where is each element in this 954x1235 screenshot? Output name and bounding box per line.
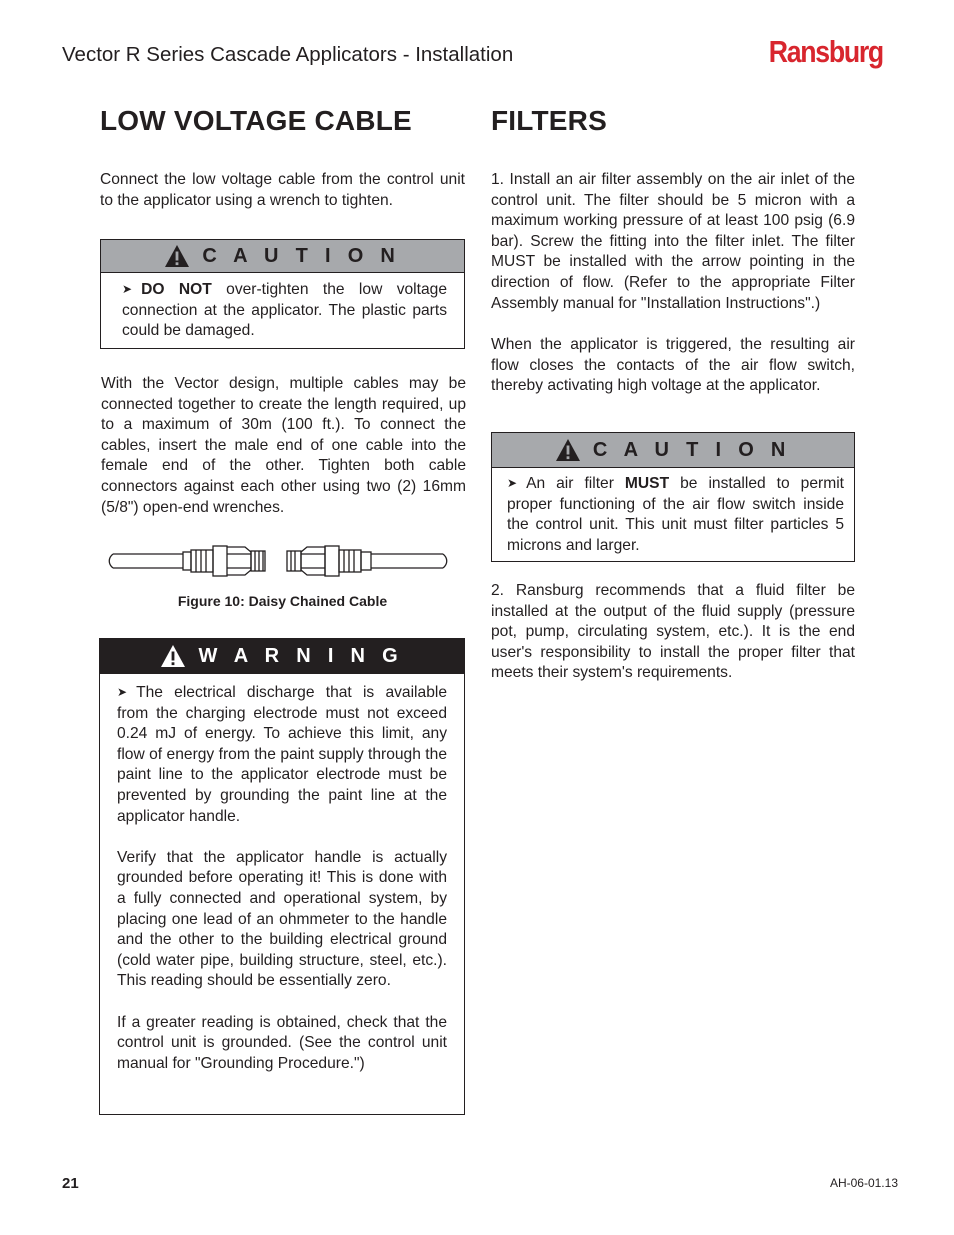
caution-message-start: An air filter (526, 475, 625, 492)
caution-text (507, 474, 844, 556)
caution-box-filters (491, 432, 855, 562)
filters-paragraph-1: 1. Install an air filter assembly on the air inlet of the control unit. The filter should be 5 micron with a maximum working pressure of at least 100 psig (6.9 bar). Screw the fitting into the filter inlet. The filter MUST be installed with the arrow pointing in the direction of flow. (Refer to the appropriate Filter Assembly manual for "Installation Instructions".) (491, 171, 855, 312)
header-title: Vector R Series Cascade Applicators - Installation (62, 43, 514, 66)
warning-triangle-icon (164, 244, 190, 268)
caution-emphasis: DO NOT (141, 281, 212, 298)
caution-message: be installed to permit proper functioning of the air flow switch inside the control unit. This unit must filter particles 5 microns and larger. (507, 475, 844, 554)
caution-body (492, 468, 854, 556)
warning-header (100, 639, 464, 674)
section-heading-low-voltage: LOW VOLTAGE CABLE (100, 105, 412, 136)
caution-box-low-voltage (100, 239, 465, 349)
section-heading-filters: FILTERS (491, 105, 607, 136)
warning-paragraph-2: Verify that the applicator handle is actually grounded before operating it! This is done with a fully connected and operational system, by placing one lead of an ohmmeter to the handle and the other to the building electrical ground (cold water pipe, building structure, steel, etc.). This reading should be essentially zero. (117, 848, 447, 990)
warning-triangle-icon (160, 644, 186, 668)
brand-logo: Ransburg (768, 34, 883, 69)
low-voltage-intro: Connect the low voltage cable from the control unit to the applicator using a wrench to tighten. (100, 171, 465, 209)
caution-text (122, 280, 447, 342)
warning-paragraph-1 (117, 683, 447, 827)
warning-box (99, 638, 465, 1115)
caution-header (492, 433, 854, 468)
warning-triangle-icon (555, 438, 581, 462)
caution-header (101, 240, 464, 273)
filters-paragraph-3: 2. Ransburg recommends that a fluid filter be installed at the output of the fluid supply (pressure pot, pump, circulating system, etc.). It is the end user's responsibility to install the proper filter that meets their system's requirements. (491, 582, 855, 682)
warning-paragraph-3: If a greater reading is obtained, check that the control unit is grounded. (See the control unit manual for "Grounding Procedure.") (117, 1013, 447, 1072)
chevron-right-icon: ➤ (507, 476, 518, 490)
figure-caption: Figure 10: Daisy Chained Cable (177, 593, 388, 609)
caution-label: C A U T I O N (202, 244, 401, 267)
low-voltage-body: With the Vector design, multiple cables may be connected together to create the length required, up to a maximum of 30m (100 ft.). To connect the cables, insert the male end of one cable into the female end of the other. Tighten both cable connectors against each other using two (2) 16mm (5/8") open-end wrenches. (101, 375, 466, 516)
caution-body (101, 273, 464, 342)
warning-text-1: The electrical discharge that is available from the charging electrode must not exceed 0.24 mJ of energy. To achieve this limit, any flow of energy from the paint supply through the paint line to the applicator electrode must be prevented by grounding the paint line at the applicator handle. (117, 684, 447, 825)
warning-label: W A R N I N G (198, 644, 404, 667)
warning-body (100, 674, 464, 1074)
filters-paragraph-2: When the applicator is triggered, the resulting air flow closes the contacts of the air flow switch, thereby activating high voltage at the applicator. (491, 336, 855, 395)
caution-label: C A U T I O N (592, 438, 792, 461)
page-number: 21 (62, 1175, 79, 1192)
chevron-right-icon: ➤ (117, 685, 128, 699)
caution-emphasis: MUST (624, 475, 670, 492)
chevron-right-icon: ➤ (122, 282, 133, 296)
daisy-chained-cable-figure (105, 540, 455, 580)
caution-message: over-tighten the low voltage connection at the applicator. The plastic parts could be damaged. (122, 281, 448, 340)
document-code: AH-06-01.13 (829, 1176, 898, 1190)
